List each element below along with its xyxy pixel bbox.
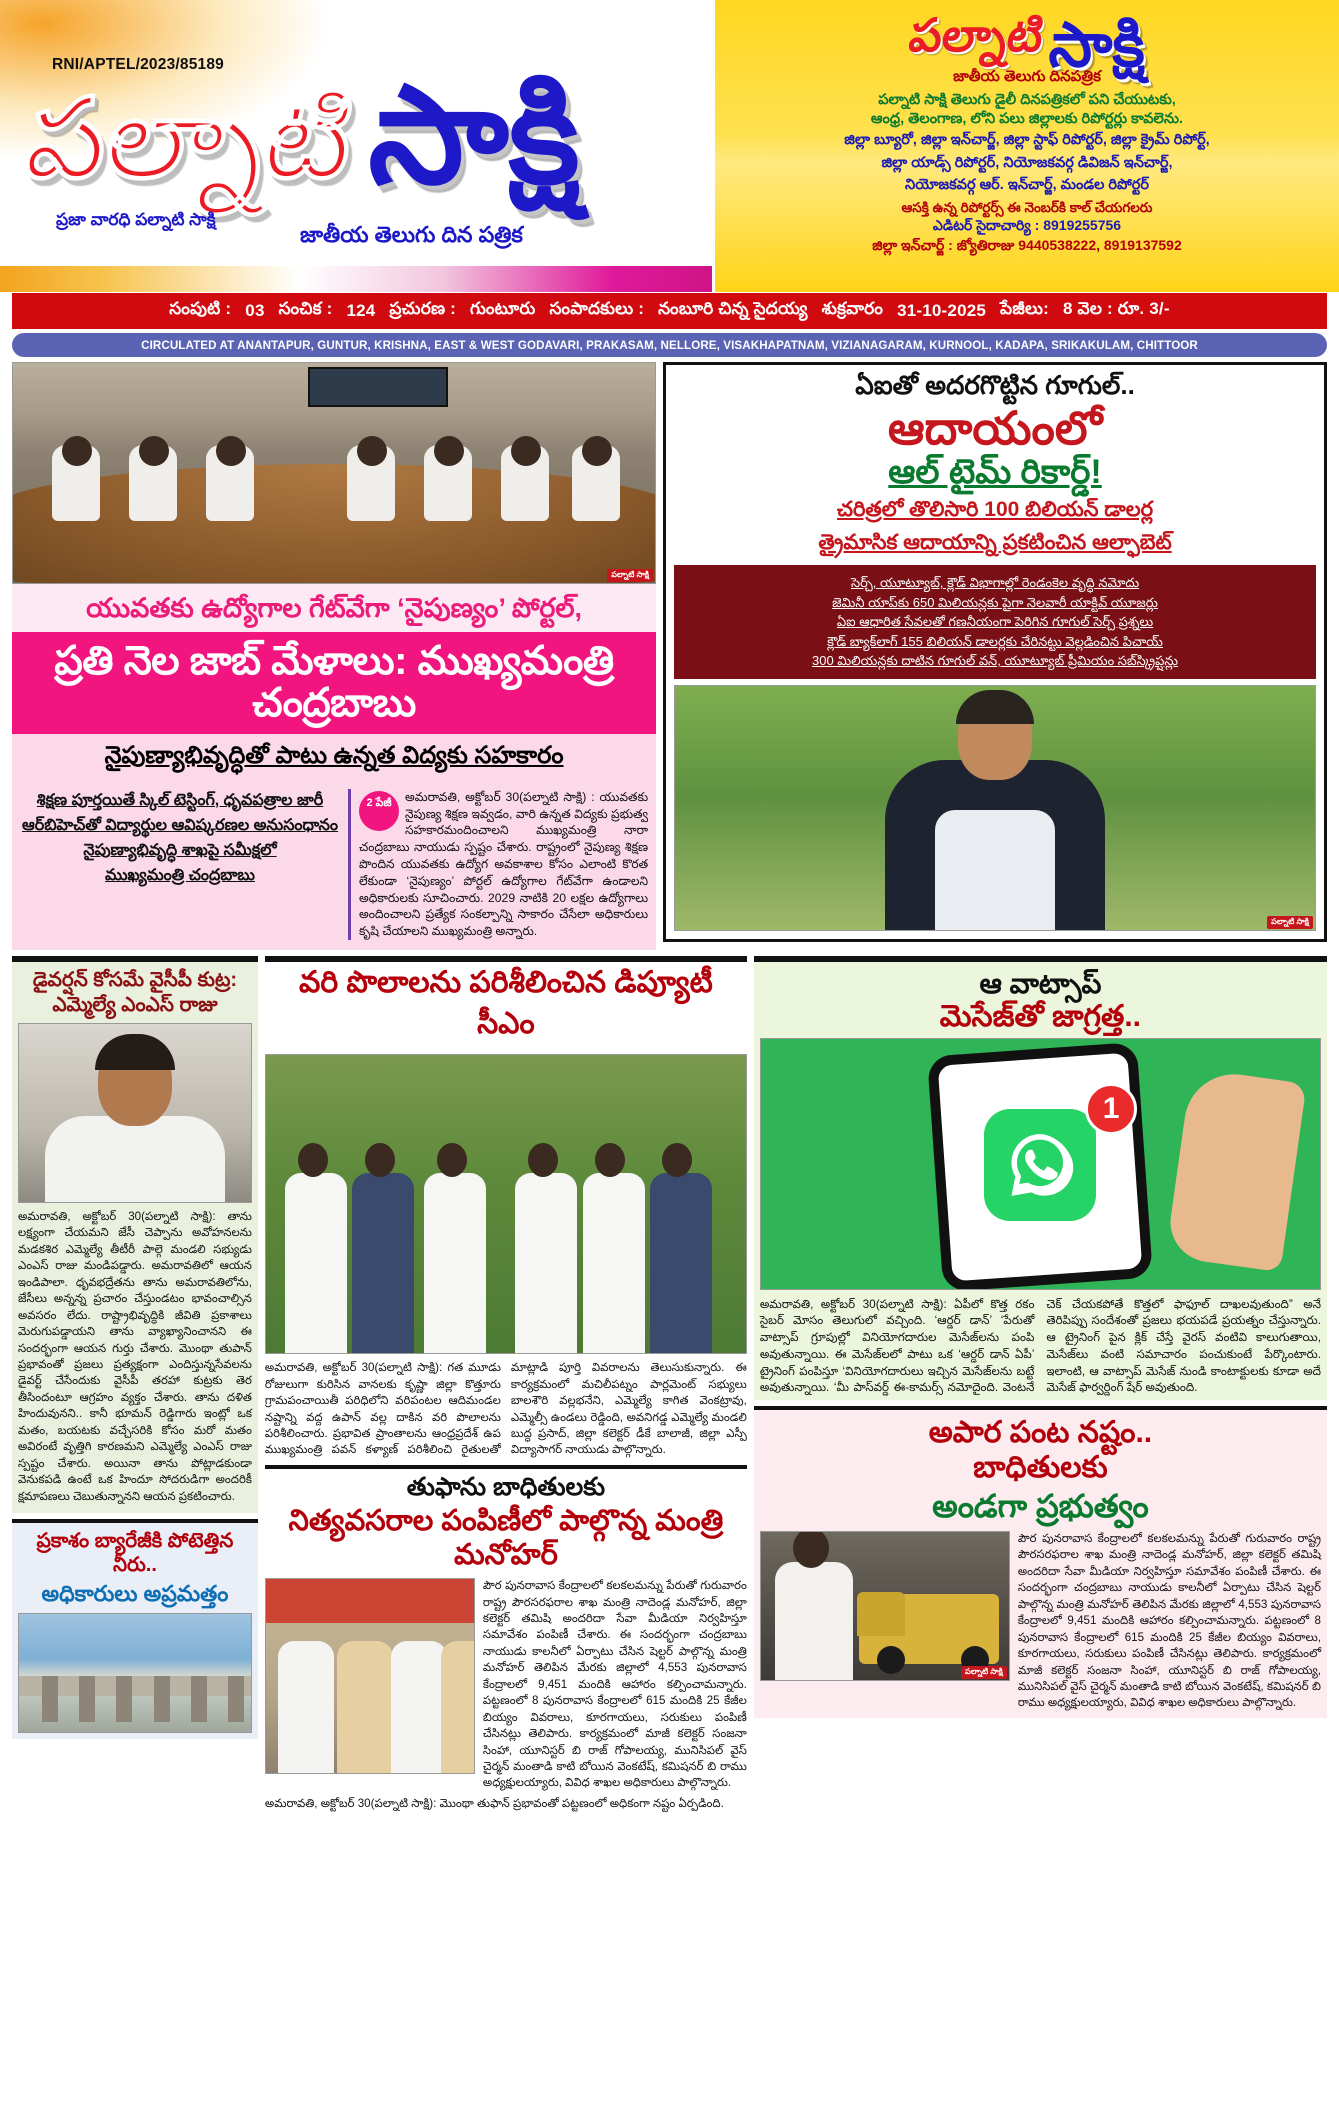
crop-person — [583, 1173, 645, 1353]
lead-body-text — [348, 789, 648, 940]
masthead-title-word2: సాక్షి — [368, 59, 580, 211]
crops-loss-photo — [760, 1531, 1010, 1681]
crop-headline: వరి పొలాలను పరిశీలించిన డిప్యూటీ సీఎం — [265, 956, 747, 1054]
dam-gate — [191, 1676, 207, 1722]
storm-body-text: పౌర పునరావాస కేంద్రాలలో కలకలమన్ను పేరుతో గురువారం రాష్ట్ర పౌరసరఫరాల శాఖ మంత్రి నాదెండ్ల మనోహర్, జిల్లా కలెక్టర్ తమిషి అందరిదా సేవా మీడియా నిర్వహిస్తూ సమావేశం పంపిణీ చేశారు. ఈ సందర్భంగా చంద్రబాబు నాయుడు కాలనీలో ఏర్పాటు చేసిన షెల్టర్ పాల్గొన్న మంత్రి మనోహర్ తెలిపిన మేరకు జిల్లాలో 4,553 పునరావాస కేంద్రాలలో 9,451 మందికి ఆహారం కల్పించామన్నారు. పట్టణంలో 8 పునరావాస కేంద్రాలలో 615 మందికి 25 కేజీల బియ్యం వివరాలు, కూరగాయలు, సరుకులు పంపిణీ చేసినట్లు తెలిపారు. కార్యక్రమంలో మాజీ కలెక్టర్ సంజనా సింహా, యూనిస్టర్ బి రాజ్ గోపాలయ్య, మునిసిపల్ వైస్ చైర్మన్ మంతాడి కాటి బోయిన వెంకటేష్, కమిషనర్ బి రాము అధ్యక్షులయ్యారు, వివిధ శాఖల అధికారులు పాల్గొన్నారు. — [482, 1579, 747, 1790]
crop-field-photo — [265, 1054, 747, 1354]
person-hair — [95, 1034, 175, 1070]
issue-label: సంచిక : — [278, 299, 333, 318]
issue-value: 124 — [346, 301, 376, 320]
notification-badge: 1 — [1085, 1083, 1137, 1135]
mla-story-column — [12, 956, 258, 1812]
conference-table — [12, 464, 656, 584]
circulation-bar: CIRCULATED AT ANANTAPUR, GUNTUR, KRISHNA, EAST & WEST GODAVARI, PRAKASAM, NELLORE, VISAKHAPATNAM, VIZIANAGARAM, KURNOOL, KADAPA, SRIKAKULAM, CHITTOOR — [12, 333, 1327, 357]
conference-person-head — [62, 436, 92, 466]
crop-person — [515, 1173, 577, 1353]
google-bullet: క్లౌడ్ బ్యాక్‌లాగ్ 155 బిలియన్ డాలర్లకు చేరినట్టు వెల్లడించిన పిచాయ్ — [827, 633, 1163, 649]
google-bullet: 300 మిలియన్లకు దాటిన గూగుల్ వన్, యూట్యూబ్ ప్రీమియం సబ్‌స్క్రిప్షన్లు — [812, 653, 1179, 669]
storm-distribution-photo — [265, 1578, 475, 1774]
whatsapp-headline-2: మెసేజ్‌తో జాగ్రత్త.. — [939, 999, 1142, 1033]
crops-headline-3: అండగా ప్రభుత్వం — [932, 1487, 1149, 1524]
editor-label: సంపాదకులు : — [549, 299, 645, 318]
day-value: శుక్రవారం — [821, 299, 884, 318]
crop-person — [424, 1173, 486, 1353]
rni-number: RNI/APTEL/2023/85189 — [52, 56, 225, 73]
crops-body-row — [760, 1531, 1321, 1712]
person-shirt — [935, 810, 1055, 930]
google-story-box — [663, 362, 1327, 942]
prakasam-headline-2: అధికారులు అప్రమత్తం — [41, 1581, 229, 1607]
prakasam-barrage-photo — [18, 1613, 252, 1733]
mla-headline-2: ఎమ్మెల్యే ఎంఎస్ రాజు — [52, 993, 218, 1016]
dam-gate — [154, 1676, 170, 1722]
masthead-title-word1: పల్నాటి — [18, 76, 363, 202]
google-headline-2: ఆల్ టైమ్ రికార్డ్! — [888, 452, 1102, 491]
editor-value: నంబూరి చిన్న సైదయ్య — [658, 299, 808, 318]
crop-person — [650, 1173, 712, 1353]
google-photo-pichai — [674, 685, 1316, 931]
ad-phone-incharge[interactable]: జిల్లా ఇన్‌చార్జ్ : జ్యోతిరాజు 9440538222, 8919137592 — [872, 236, 1182, 253]
storm-person — [391, 1641, 447, 1773]
storm-headline-2: నిత్యవసరాల పంపిణీలో పాల్గొన్న మంత్రి మనోహర్ — [288, 1504, 724, 1571]
person-shirt — [775, 1562, 853, 1680]
recruitment-ad-box — [712, 0, 1339, 292]
mla-headline-1: డైవర్షన్ కోసమే వైసీపీ కుట్ర: — [32, 969, 238, 992]
ad-call-note: ఆసక్తి ఉన్న రిపోర్టర్స్ ఈ నెంబర్‌కి కాల్ చేయగలరు — [901, 200, 1153, 216]
conference-screen — [308, 367, 448, 407]
ad-roles-line1: జిల్లా బ్యూరో, జిల్లా ఇన్‌చార్జ్, జిల్లా స్టాఫ్ రిపోర్టర్, జిల్లా క్రైమ్ రిపోర్ట్, — [844, 132, 1210, 149]
dam-gate — [228, 1676, 244, 1722]
lead-story-column — [12, 362, 656, 950]
lead-bullet: ముఖ్యమంత్రి చంద్రబాబు — [105, 867, 255, 885]
person-shirt — [45, 1116, 225, 1202]
crop-body-text: అమరావతి, అక్టోబర్ 30(పల్నాటి సాక్షి): గత మూడు రోజులుగా కురిసిన వానలకు కృష్ణా జిల్లా కొత్తూరు గ్రామపంచాయితీ పరిధిలోని వరిపంటల ఆదిమండల నష్టాన్ని వద్ద ఉపాన్ వల్ల దాకిన వరి పొలాలను పరిశీలించారు. ప్రభావిత ప్రాంతాలను ఆంధ్రప్రదేశ్ ఉప ముఖ్యమంత్రి పవన్ కళ్యాణ్ పరిశీలించి రైతులతో మాట్లాడి పూర్తి వివరాలను తెలుసుకున్నారు. ఈ కార్యక్రమంలో మచిలీపట్నం పార్లమెంట్ సభ్యులు బాలశౌరి వల్లభనేని, ఎమ్మెల్యే కాగిత వెంకట్రావు, ఎమ్మెల్సీ ఉండలు రెడ్డింది, అవనిగడ్డ ఎమ్మెల్యే మండలి బుద్ధ ప్రసాద్, జిల్లా కలెక్టర్ డీకే బాలాజీ, జిల్లా ఎస్పీ విద్యాసాగర్ నాయుడు పాల్గొన్నారు. — [264, 1361, 747, 1457]
whatsapp-headline-1: ఆ వాట్సాప్ — [979, 968, 1102, 1000]
dam-gate — [79, 1676, 95, 1722]
lead-body-paragraph: అమరావతి, అక్టోబర్ 30(పల్నాటి సాక్షి) : యువతకు నైపుణ్య శిక్షణ ఇవ్వడం, వారి ఉన్నత విద్యకు ప్రభుత్వ సహకారమందించాలని ముఖ్యమంత్రి నారా చంద్రబాబు నాయుడు స్పష్టం చేశారు. రాష్ట్రంలో నైపుణ్య శిక్షణ పొందిన యువతకు ఉద్యోగ అవకాశాల కోసం ఎలాంటి కొరత లేకుండా ‘నైపుణ్యం’ పోర్టల్ ఉద్యోగాల గేట్‌వేగా ఉండాలని అధికారులకు సూచించారు. 2029 నాటికి 20 లక్షల ఉద్యోగాలు అందించాలని ప్రత్యేక సంకల్పాన్ని సాకారం చేసేలా అధికారులు కృషి చేయాలని ముఖ్యమంత్రి అన్నారు. — [359, 789, 649, 939]
ad-logo-red: పల్నాటి — [906, 9, 1048, 61]
google-story-column — [663, 362, 1327, 950]
tractor-cab — [857, 1592, 905, 1636]
masthead-left — [0, 0, 712, 292]
crop-person-head — [298, 1143, 328, 1177]
crops-loss-story-box — [754, 1406, 1327, 1718]
google-headline-1: ఆదాయంలో — [887, 401, 1103, 454]
ad-roles-line3: నియోజకవర్గ ఆర్. ఇన్‌చార్జ్, మండల రిపోర్టర్ — [905, 176, 1149, 193]
crop-person-head — [528, 1143, 558, 1177]
crops-headline-2: బాధితులకు — [973, 1450, 1108, 1484]
lead-bullet: శిక్షణ పూర్తయితే స్కిల్ టెస్టింగ్, ధృవపత్రాల జారీ — [36, 791, 324, 809]
masthead — [0, 0, 1339, 292]
place-label: ప్రచురణ : — [389, 299, 457, 318]
lead-headline: ప్రతి నెల జాబ్ మేళాలు: ముఖ్యమంత్రి చంద్రబాబు — [12, 632, 656, 734]
mla-body-text: అమరావతి, అక్టోబర్ 30(పల్నాటి సాక్షి): తాను లక్ష్యంగా చేయమని జేసీ చెప్పాను అవోహనలను మడకశిర ఎమ్మెల్యే తీటీరీ పాల్గె మండలి సభ్యుడు ఎంఎస్ రాజు మండిపడ్డారు. అమరావతిలో ఆయన ఇండిపాలా. ధృవభద్రేతను తాను అమరావతిలోను, జేసీలు అన్నన్న ప్రచారం చేస్తుండటం భావంచాల్సిన అవసరం లేదు. రాష్ట్రాభివృద్ధికి జీవితి ప్రకాశాలు మెరుగుపడ్డాయని తాను వ్యాఖ్యానించానని ఈ సందర్భంగా ఆయన గుర్తు చేశారు. మొంథా తుపాన్ ప్రభావంతో ప్రజలు ప్రత్యక్షంగా ఎందిస్తున్నసేవలను డైవర్ట్ చేసేందుకు వైసీపీ తరహా కుట్రకు తెర తీసిందంటూ ఆగ్రహం వ్యక్తం చేశారు. తాను దళిత హిందువునని.. కానీ భూమన్ రెడ్డిగారు ఇంట్లో ఒక మతం, బయటకు వచ్చేసరికి కోసం మరో మతం అవిరంటే వృత్తిగి కారణమని ఎమ్మెల్యే ఎంఎస్ రాజు స్పష్టం చేశారు. అయినా తాను పోట్లాడకుండా వెనుకపడి ఉంటే ఒక హిందూ సోదరుడిగా అందరికీ క్షమాపణలు చెబుతున్నానని ఆయన ప్రకటించారు. — [18, 1209, 252, 1503]
masthead-tagline-center: జాతీయ తెలుగు దిన పత్రిక — [300, 222, 523, 247]
lead-subheadline: నైపుణ్యాభివృద్ధితో పాటు ఉన్నత విద్యకు సహకారం — [12, 734, 656, 783]
crops-headline-1: అపార పంట నష్టం.. — [928, 1416, 1153, 1450]
ad-green-line1: పల్నాటి సాక్షి తెలుగు డైలీ దినపత్రికలో పని చేయుటకు, — [878, 92, 1176, 108]
hand-thumb — [1165, 1068, 1306, 1272]
prakasam-story-box — [12, 1519, 258, 1739]
google-bullet: సెర్చ్, యూట్యూబ్, క్లౌడ్ విభాగాల్లో రెండంకెల వృద్ధి నమోదు — [850, 575, 1140, 591]
lead-bullet: ఆర్‌బిహెచ్‌తో విద్యార్థుల ఆవిష్కరణల అనుసంధానం — [21, 816, 339, 834]
google-bullet: ఏఐ ఆధారిత సేవలతో గణనీయంగా పెరిగిన గూగుల్ సెర్చ్ ప్రశ్నలు — [836, 614, 1154, 630]
issue-info-bar — [12, 293, 1327, 329]
crop-person — [285, 1173, 347, 1353]
crop-person-head — [595, 1143, 625, 1177]
pages-label: పేజీలు: — [1000, 299, 1049, 318]
person-head — [793, 1531, 829, 1568]
row-one — [12, 362, 1327, 950]
whatsapp-story-box — [754, 956, 1327, 1400]
google-subhead-1: చరిత్రలో తొలిసారి 100 బిలియన్ డాలర్ల — [836, 498, 1154, 522]
crop-person — [352, 1173, 414, 1353]
ad-green-line2: ఆంధ్ర, తెలంగాణ, లోని పలు జిల్లాలకు రిపోర్టర్లు కావలెను. — [870, 110, 1184, 127]
place-value: గుంటూరు — [470, 299, 536, 318]
mla-photo — [18, 1023, 252, 1203]
whatsapp-photo — [760, 1038, 1321, 1290]
google-bullet: జెమినీ యాప్‌కు 650 మిలియన్లకు పైగా నెలవారీ యాక్టివ్ యూజర్లు — [832, 594, 1158, 610]
storm-banner — [266, 1579, 474, 1623]
dam-gate — [116, 1676, 132, 1722]
ad-roles-line2: జిల్లా యాడ్స్ రిపోర్టర్, నియోజకవర్గ డివిజన్ ఇన్‌చార్జ్, — [881, 154, 1173, 171]
lead-bullet-list — [20, 789, 340, 940]
date-value: 31-10-2025 — [897, 301, 987, 320]
lead-bullet: నైపుణ్యాభివృద్ధి శాఖపై సమీక్షలో — [83, 842, 277, 860]
google-subhead-2: త్రైమాసిక ఆదాయాన్ని ప్రకటించిన ఆల్ఫాబెట్ — [818, 531, 1172, 555]
tractor-wheel — [877, 1646, 905, 1674]
storm-person — [441, 1641, 475, 1773]
storm-photo-caption: అమరావతి, అక్టోబర్ 30(పల్నాటి సాక్షి): మొంథా తుఫాన్ ప్రభావంతో పట్టణంలో అధికంగా నష్టం ఏర్పడింది. — [264, 1796, 724, 1810]
crops-body-text: పౌర పునరావాస కేంద్రాలలో కలకలమన్ను పేరుతో గురువారం రాష్ట్ర పౌరసరఫరాల శాఖ మంత్రి నాదెండ్ల మనోహర్, జిల్లా కలెక్టర్ తమిషి అందరిదా సేవా మీడియా నిర్వహిస్తూ సమావేశం పంపిణీ చేశారు. ఈ సందర్భంగా చంద్రబాబు నాయుడు కాలనీలో ఏర్పాటు చేసిన షెల్టర్ పాల్గొన్న మంత్రి మనోహర్ తెలిపిన మేరకు జిల్లాలో 4,553 పునరావాస కేంద్రాలలో 9,451 మందికి ఆహారం కల్పించామన్నారు. పట్టణంలో 8 పునరావాస కేంద్రాలలో 615 మందికి 25 కేజీల బియ్యం వివరాలు, కూరగాయలు, సరుకులు పంపిణీ చేసినట్లు తెలిపారు. కార్యక్రమంలో మాజీ కలెక్టర్ సంజనా సింహా, యూనిస్టర్ బి రాజ్ గోపాలయ్య, మునిసిపల్ వైస్ చైర్మన్ మంతాడి కాటి బోయిన వెంకటేష్, కమిషనర్ బి రాము అధ్యక్షులయ్యారు, వివిధ శాఖల అధికారులు పాల్గొన్నారు. — [1017, 1531, 1321, 1710]
masthead-tagline-left: ప్రజా వారధి పల్నాటి సాక్షి — [56, 210, 216, 229]
whatsapp-story-column — [754, 956, 1327, 1812]
ad-logo-blue: సాక్షి — [1048, 11, 1145, 81]
continued-page-badge[interactable]: 2 పేజీ — [359, 791, 399, 831]
pages-value: 8 వెల : రూ. 3/- — [1062, 299, 1170, 318]
storm-person — [337, 1641, 393, 1773]
lead-kicker: యువతకు ఉద్యోగాల గేట్‌వేగా ‘నైపుణ్యం’ పోర్టల్, — [12, 584, 656, 632]
content-area — [0, 362, 1339, 1812]
storm-body-row — [265, 1578, 747, 1792]
volume-value: 03 — [245, 301, 265, 320]
storm-person — [278, 1641, 334, 1773]
photo-credit: పల్నాటి సాక్షి — [961, 1666, 1007, 1679]
storm-story-box — [265, 1465, 747, 1813]
lead-photo-conference — [12, 362, 656, 584]
crop-person-head — [437, 1143, 467, 1177]
photo-credit: పల్నాటి సాక్షి — [607, 569, 653, 582]
lead-body-area — [12, 783, 656, 950]
person-hair — [956, 690, 1034, 724]
ad-logo-subtitle: జాతీయ తెలుగు దినపత్రిక — [953, 68, 1101, 85]
mla-story-box — [12, 956, 258, 1513]
google-kicker: ఏఐతో అదరగొట్టిన గూగుల్.. — [855, 370, 1135, 400]
prakasam-headline-1: ప్రకాశం బ్యారేజీకి పోటెత్తిన నీరు.. — [36, 1530, 234, 1577]
whatsapp-icon — [984, 1109, 1096, 1221]
storm-headline-1: తుఫాను బాధితులకు — [406, 1472, 605, 1501]
photo-credit: పల్నాటి సాక్షి — [1267, 916, 1313, 929]
crop-person-head — [365, 1143, 395, 1177]
google-bullet-box — [674, 565, 1316, 679]
dam-gate — [42, 1676, 58, 1722]
ad-phone-editor[interactable]: ఎడిటర్ సైదాచార్యి : 8919255756 — [932, 216, 1122, 233]
row-two — [12, 956, 1327, 1812]
whatsapp-body-text: అమరావతి, అక్టోబర్ 30(పల్నాటి సాక్షి): ఏపీలో కొత్త రకం సైబర్ మోసం తెలుగులో వచ్చింది. ‘ఆర్డర్ డాన్’ ‘పేరుతో వాట్సాప్ గ్రూపుల్లో వినియోగదారుల మెసేజ్‌లను పంపి అవుతున్నాయి. ఈ మెసేజ్‌లలో పాటు ఒక ‘ఆర్డర్ డాన్ ఏపీ’ ట్రైనింగ్ పంపిస్తూ ‘వినియోగదారులు ఇచ్చిన మెసేజ్‌లను బట్టే అవుతున్నాయి. ‘మీ పాస్‌వర్డ్ ఈ-కామర్స్ నమోదైంది. వెంటనే చెక్ చేయకపోతే కొత్తలో ఫాఫూల్ దాఖలవుతుంది” అనే తెరిపిప్పు సందేశంతో ప్రజలు భయపడే ప్రయత్నం చేస్తున్నారు. ఆ ట్రైనింగ్ పైన క్లిక్ చేస్తే వైరస్ వంటివి కాలుగుతాయి, మెసేజ్‌లు వంటి సమాచారం పంచుకుంటే పేర్కొంటారు. ఇలాంటి, ఆ వాట్సాప్ మెసేజ్ నుండి కాంటాక్టులకు కూడా అదే మెసేజ్ ఫార్వర్డింగ్ షేర్ అవుతుంది. — [759, 1296, 1321, 1395]
crop-person-head — [662, 1143, 692, 1177]
volume-label: సంపుటి : — [169, 299, 232, 318]
crop-story-column — [265, 956, 747, 1812]
